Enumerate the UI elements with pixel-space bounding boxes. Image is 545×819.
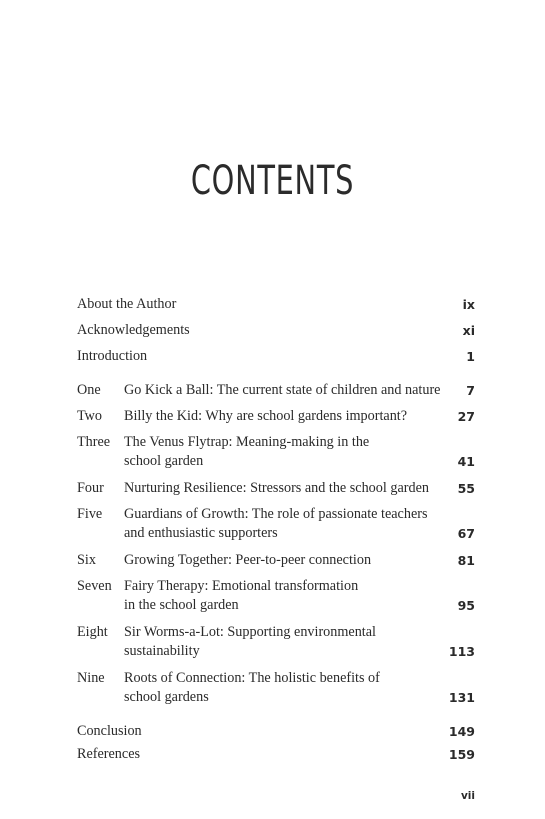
toc-page-number: 159 — [448, 747, 475, 762]
chapter-number: Eight — [77, 624, 108, 640]
toc-entry-chapter-nine-cont[interactable]: school gardens — [124, 689, 209, 705]
toc-page-number: 7 — [466, 383, 475, 398]
toc-entry-chapter-five-cont[interactable]: and enthusiastic supporters — [124, 525, 278, 541]
toc-entry-chapter-seven[interactable]: Fairy Therapy: Emotional transformation — [124, 578, 359, 594]
toc-entry-conclusion[interactable]: Conclusion — [77, 723, 142, 739]
toc-entry-chapter-three[interactable]: The Venus Flytrap: Meaning-making in the — [124, 434, 370, 450]
toc-page-number: 113 — [448, 644, 475, 659]
toc-entry-introduction[interactable]: Introduction — [77, 348, 148, 364]
chapter-number: Three — [77, 434, 111, 450]
toc-page-number: 131 — [448, 690, 475, 705]
toc-page-number: 95 — [457, 598, 475, 613]
toc-entry-chapter-one[interactable]: Go Kick a Ball: The current state of children and nature — [124, 382, 441, 398]
toc-entry-references[interactable]: References — [77, 746, 141, 762]
toc-entry-chapter-eight[interactable]: Sir Worms-a-Lot: Supporting environmental — [124, 624, 376, 640]
page-folio: vii — [460, 790, 475, 802]
chapter-number: One — [77, 382, 101, 398]
toc-entry-chapter-six[interactable]: Growing Together: Peer-to-peer connection — [124, 552, 372, 568]
chapter-number: Nine — [77, 670, 105, 686]
toc-entry-chapter-nine[interactable]: Roots of Connection: The holistic benefits of — [124, 670, 380, 686]
toc-entry-acknowledgements[interactable]: Acknowledgements — [77, 322, 190, 338]
chapter-number: Four — [77, 480, 104, 496]
toc-page-number: xi — [462, 323, 475, 338]
toc-entry-chapter-eight-cont[interactable]: sustainability — [124, 643, 200, 659]
toc-entry-chapter-seven-cont[interactable]: in the school garden — [124, 597, 239, 613]
chapter-number: Seven — [77, 578, 112, 594]
toc-entry-chapter-three-cont[interactable]: school garden — [124, 453, 204, 469]
toc-page-number: 1 — [466, 349, 475, 364]
toc-page-number: 81 — [457, 553, 475, 568]
toc-page-number: 55 — [457, 481, 475, 496]
toc-page-number: 27 — [457, 409, 475, 424]
chapter-number: Five — [77, 506, 103, 522]
toc-page-number: 149 — [448, 724, 475, 739]
chapter-number: Six — [77, 552, 96, 568]
toc-page-number: 67 — [457, 526, 475, 541]
toc-page-number: ix — [462, 297, 475, 312]
toc-entry-chapter-five[interactable]: Guardians of Growth: The role of passionate teachers — [124, 506, 428, 522]
toc-entry-chapter-four[interactable]: Nurturing Resilience: Stressors and the school garden — [124, 480, 429, 496]
chapter-number: Two — [77, 408, 103, 424]
toc-entry-about-author[interactable]: About the Author — [77, 296, 177, 312]
toc-entry-chapter-two[interactable]: Billy the Kid: Why are school gardens important? — [124, 408, 408, 424]
page-title: CONTENTS — [190, 158, 355, 204]
toc-page-number: 41 — [457, 454, 475, 469]
